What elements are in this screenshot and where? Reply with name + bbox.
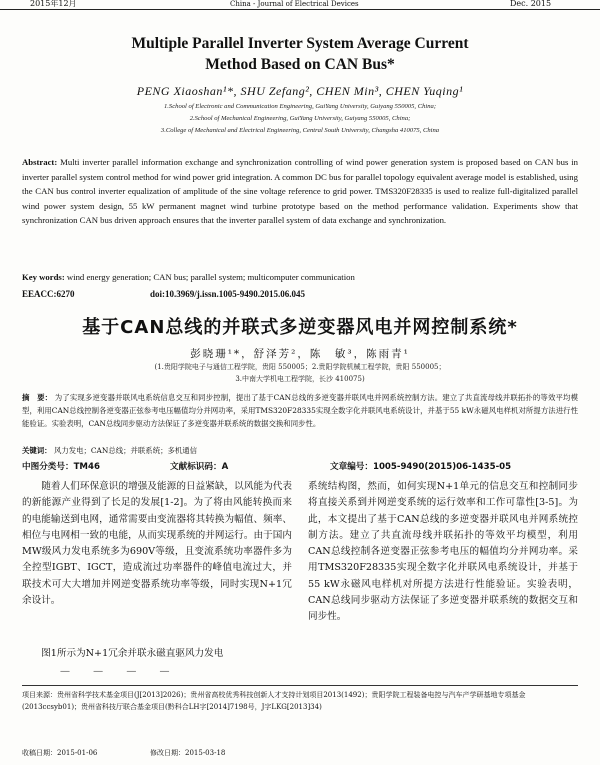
body-column-left-last-line: 图1所示为N+1冗余并联永磁直驱风力发电 — [22, 648, 224, 659]
abstract-text: Multi inverter parallel information exchange and synchronization controlling of wind power generation system is proposed based on CAN bus in inverter parallel system control method for wind power grid integration. A common DC bus for parallel topology equivalent average model is established, using the CAN bus control inverter equalization of amplitude of the sine voltage reference to grid power. TMS320F28335 is used to realize full-digitalized parallel wind power system design, 55 kW permanent magnet wind turbine prototype based on the method performance validation. Experiments show that synchronization CAN bus driven approach ensures that the inverter parallel system of data exchange and synchronization. — [22, 157, 579, 226]
chinese-affiliation-1: (1.贵阳学院电子与通信工程学院，贵阳 550005；2.贵阳学院机械工程学院，贵阳 550005； — [154, 363, 446, 371]
chinese-abstract — [22, 392, 578, 430]
footnote-rule — [22, 685, 578, 686]
body-column-right: 系统结构图，然而，如何实现N+1单元的信息交互和控制同步将直接关系到并网逆变系统的运行效率和工作可靠性[3-5]。为此，本文提出了基于CAN总线的多逆变器并联风电并网系统控制方法。建立了共直流母线并联拓扑的等效平均模型，利用CAN总线控制各逆变器正弦参考电压的幅值均分并网功率。采用TMS320F28335实现全数字化并联风电系统设计，并基于55 kW永磁风电样机对所提方法进行性能验证。实验表明，CAN总线同步驱动方法保证了多逆变器并联系统的数据交互和同步性。 — [308, 481, 578, 623]
chinese-abstract-text: 为了实现多逆变器并联风电系统信息交互和同步控制，提出了基于CAN总线的多逆变器并联风电并网系统控制方法。建立了共直流母线并联拓扑的等效平均模型，利用CAN总线控制各逆变器正弦参考电压幅值均分并网功率，采用TMS320F28335实现全数字化并联风电系统设计，并基于55 kW永磁风电样机对所提方法进行性能验证。实验表明，CAN总线同步驱动方法保证了多逆变器并联系统的数据交换和同步性。 — [22, 393, 578, 428]
document-code: 文献标识码：A — [170, 462, 229, 472]
header-journal: China - Journal of Electrical Devices — [230, 0, 359, 8]
english-affiliation-1: 1.School of Electronic and Communication Engineering, GuiYang University, Guiyang 550005, China; — [163, 103, 437, 110]
running-header — [0, 0, 600, 10]
eeacc-code: EEACC:6270 — [22, 289, 75, 299]
english-affiliation-2: 2.School of Mechanical Engineering, GuiYang University, Guiyang 550005, China; — [189, 115, 411, 122]
article-number: 文章编号：1005-9490(2015)06-1435-05 — [330, 462, 512, 472]
english-keywords — [22, 272, 578, 282]
funding-footnote: 项目来源：贵州省科学技术基金项目(J[2013]2026)；贵州省高校优秀科技创新人才支持计划项目2013(1492)；贵阳学院工程装备电控与汽车产学研基地专项基金(2013ccsyb01)；贵州省科技厅联合基金项目(黔科合LH字[2014]7198号，J字LKG[2013]34) — [22, 691, 526, 711]
column-separator-dashes: — — — — — [60, 666, 180, 677]
abstract-label: Abstract: — [22, 157, 58, 167]
english-authors: PENG Xiaoshan¹*, SHU Zefang², CHEN Min³, CHEN Yuqing¹ — [136, 84, 464, 98]
received-date: 收稿日期：2015-01-06 — [22, 749, 98, 757]
header-date-en: Dec. 2015 — [510, 0, 552, 8]
header-date: 2015年12月 — [30, 0, 77, 8]
english-title-line2: Method Based on CAN Bus* — [205, 56, 395, 73]
doi: doi:10.3969/j.issn.1005-9490.2015.06.045 — [150, 289, 306, 299]
chinese-authors: 彭晓珊¹*，舒泽芳²，陈 敏³，陈雨青¹ — [190, 348, 410, 360]
english-abstract — [22, 155, 578, 228]
revised-date: 修改日期：2015-03-18 — [150, 749, 226, 757]
english-title-line1: Multiple Parallel Inverter System Average Current — [131, 35, 469, 52]
keywords-text: wind energy generation; CAN bus; parallel system; multicomputer communication — [66, 272, 355, 282]
chinese-keywords — [22, 445, 578, 456]
clc-number: 中图分类号：TM46 — [22, 462, 100, 472]
chinese-keywords-label: 关键词： — [22, 446, 52, 455]
keywords-label: Key words: — [22, 272, 65, 282]
chinese-keywords-text: 风力发电；CAN总线；并联系统；多机通信 — [53, 446, 198, 455]
chinese-abstract-label: 摘 要： — [22, 393, 53, 402]
chinese-affiliation-2: 3.中南大学机电工程学院，长沙 410075) — [235, 375, 365, 383]
chinese-title: 基于CAN总线的并联式多逆变器风电并网控制系统* — [82, 317, 518, 338]
body-column-left: 随着人们环保意识的增强及能源的日益紧缺，以风能为代表的新能源产业得到了长足的发展[1-2]。为了将由风能转换而来的电能输送到电网，通常需要由变流器将其转换为幅值、频率、相位与电网相一致的电能，从而实现系统的并网运行。由于国内MW级风力发电系统多为690V等级，且变流系统功率器件多为全控型IGBT、IGCT，造成流过功率器件的峰值电流过大，并联技术可大大增加并网逆变器系统功率等级，同时实现N+1冗余设计。 — [22, 481, 292, 607]
english-title — [0, 33, 600, 75]
english-affiliation-3: 3.College of Mechanical and Electrical Engineering, Central South University, Changsha 410075, China — [160, 127, 440, 134]
